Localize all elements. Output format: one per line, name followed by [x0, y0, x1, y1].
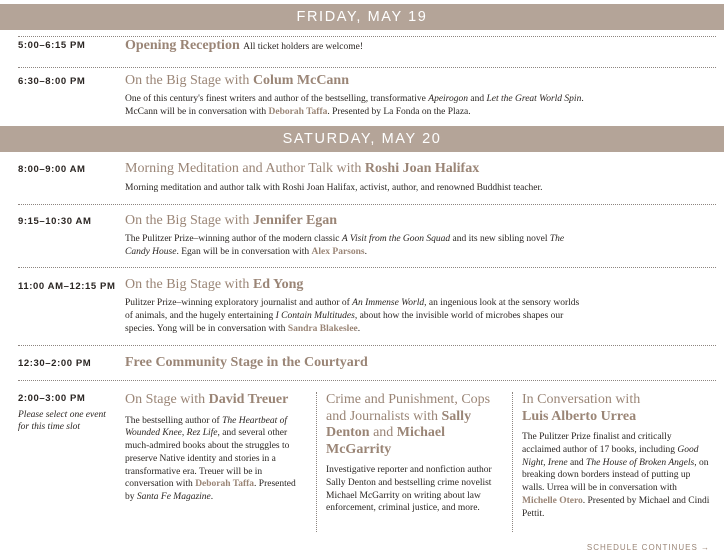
moderator-name: Michelle Otero [522, 495, 583, 506]
moderator-name: Sandra Blakeslee [287, 323, 358, 334]
session-title: On Stage with David Treuer [125, 392, 289, 407]
friday-header: FRIDAY, MAY 19 [0, 4, 724, 30]
author-name: Luis Alberto Urrea [522, 408, 637, 424]
event-note: All ticket holders are welcome! [243, 42, 363, 52]
event-time: 8:00–9:00 AM [18, 164, 86, 175]
session-description: Investigative reporter and nonfiction author Sally Denton and bestselling crime novelist Michael McGarrity on writing about law enforcement, criminal justice, and more. [326, 465, 492, 514]
event-time: 2:00–3:00 PM [18, 393, 86, 404]
author-name: Jennifer Egan [252, 213, 338, 228]
author-name: Sally Denton [326, 408, 472, 440]
divider [18, 36, 716, 37]
title-prefix: Morning Meditation and Author Talk with [125, 161, 365, 176]
divider [18, 267, 716, 268]
event-time: 9:15–10:30 AM [18, 216, 92, 227]
divider [18, 345, 716, 346]
session-david-treuer [125, 392, 303, 504]
session-luis-alberto-urrea [522, 392, 712, 521]
moderator-name: Alex Parsons [311, 246, 365, 257]
event-title-text: Opening Reception [125, 38, 240, 53]
event-time: 6:30–8:00 PM [18, 76, 86, 87]
moderator-name: Deborah Taffa [268, 106, 328, 117]
divider [18, 67, 716, 68]
schedule-continues-link[interactable]: SCHEDULE CONTINUES → [586, 543, 710, 552]
event-description: One of this century's finest writers and author of the bestselling, transformative Apeirogon and Let the Great World Spin. McCann will be in conversation with Deborah Taffa. Presented by La Fonda on the Plaza. [125, 94, 584, 117]
divider [18, 204, 716, 205]
session-description: The bestselling author of The Heartbeat of Wounded Knee, Rez Life, and several other much-admired books about the struggles to preserve Native identity and stories in a transformative era. Treuer will be in conversation with Deborah Taffa. Presented by Santa Fe Magazine. [125, 415, 296, 503]
author-name: Roshi Joan Halifax [364, 161, 480, 176]
session-title: Crime and Punishment, Cops and Journalists with Sally Denton and Michael McGarrity [326, 392, 491, 457]
saturday-header: SATURDAY, MAY 20 [0, 126, 724, 152]
event-description: Pulitzer Prize–winning exploratory journalist and author of An Immense World, an ingenious look at the sensory worlds of animals, and the hugely entertaining I Contain Multitudes, about how the invisible world of microbes shapes our species. Yong will be in conversation with Sandra Blakeslee. [125, 298, 580, 334]
event-title-text: Free Community Stage in the Courtyard [125, 355, 368, 370]
event-title [125, 355, 368, 371]
author-name: David Treuer [208, 392, 289, 407]
event-time: 12:30–2:00 PM [18, 358, 92, 369]
title-prefix: On the Big Stage with [125, 73, 253, 88]
title-prefix: On the Big Stage with [125, 213, 253, 228]
author-name: Colum McCann [252, 73, 349, 88]
author-name: Michael McGarrity [326, 425, 445, 457]
event-title [125, 277, 303, 293]
event-title [125, 38, 363, 54]
event-title [125, 161, 479, 177]
session-description: The Pulitzer Prize finalist and critically acclaimed author of 17 books, including Good Night, Irene and The House of Broken Angels, on breaking down borders instead of putting up walls. Urrea will be in conversation with Michelle Otero. Presented by Michael and Cindi Pettit. [522, 432, 710, 519]
session-denton-mcgarrity [326, 392, 502, 515]
moderator-name: Deborah Taffa [195, 479, 255, 490]
column-divider [316, 392, 317, 532]
event-time: 11:00 AM–12:15 PM [18, 281, 116, 292]
title-prefix: On the Big Stage with [125, 277, 253, 292]
divider [18, 380, 716, 381]
session-title: In Conversation with Luis Alberto Urrea [522, 392, 641, 424]
column-divider [512, 392, 513, 532]
event-time: 5:00–6:15 PM [18, 40, 86, 51]
time-slot-note: Please select one event for this time slot [18, 410, 106, 432]
event-title [125, 213, 337, 229]
event-description: The Pulitzer Prize–winning author of the modern classic A Visit from the Goon Squad and its new sibling novel The Candy House. Egan will be in conversation with Alex Parsons. [125, 234, 565, 257]
author-name: Ed Yong [252, 277, 304, 292]
event-description: Morning meditation and author talk with Roshi Joan Halifax, activist, author, and renowned Buddhist teacher. [125, 183, 543, 193]
event-title [125, 73, 349, 89]
